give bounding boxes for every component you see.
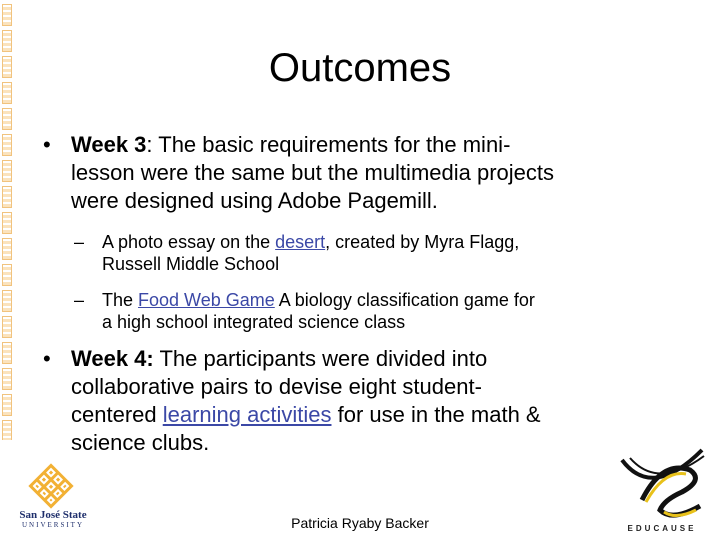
bullet-week-3 (43, 131, 691, 215)
food-web-game-link[interactable]: Food Web Game (138, 290, 275, 310)
desert-link[interactable]: desert (275, 232, 326, 252)
bullet-lead: Week 4: (71, 346, 154, 371)
decorative-tile (2, 342, 12, 364)
bullet-line: were designed using Adobe Pagemill. (71, 188, 438, 213)
bullet-text: centered (71, 402, 163, 427)
sub-bullet-text: The (102, 290, 139, 310)
sub-bullet-text: A biology classification game for (274, 290, 535, 310)
bullet-line: lesson were the same but the multimedia projects (71, 160, 555, 185)
decorative-tile (2, 264, 12, 286)
decorative-tile (2, 420, 12, 440)
sub-bullet-line (102, 289, 702, 311)
educause-name: EDUCAUSE (627, 524, 697, 533)
footer-author: Patricia Ryaby Backer (291, 515, 429, 531)
sub-bullet-line (102, 231, 702, 253)
bullet-dot: • (43, 132, 51, 157)
bullet-lead: Week 3 (71, 132, 147, 157)
sub-bullet-dash: – (74, 232, 85, 252)
sub-bullet-food-web (74, 289, 702, 333)
sub-bullet-dash: – (74, 290, 85, 310)
learning-activities-link[interactable]: learning activities (162, 402, 332, 427)
decorative-tile (2, 368, 12, 390)
decorative-tile (2, 134, 12, 156)
sub-bullet-line: a high school integrated science class (102, 312, 406, 332)
sjsu-emblem-icon (8, 462, 94, 510)
decorative-tile (2, 212, 12, 234)
sjsu-name: San José State (19, 509, 87, 521)
sub-bullet-line: Russell Middle School (102, 254, 280, 274)
bullet-line: collaborative pairs to devise eight student- (71, 374, 482, 399)
bullet-line (71, 345, 691, 373)
decorative-tile (2, 160, 12, 182)
bullet-line: science clubs. (71, 430, 210, 455)
bullet-line (71, 131, 691, 159)
bullet-text: The participants were divided into (153, 346, 488, 371)
sub-bullet-desert (74, 231, 702, 275)
decorative-tile (2, 186, 12, 208)
bullet-text: for use in the math & (331, 402, 541, 427)
bullet-text: : The basic requirements for the mini- (146, 132, 511, 157)
decorative-tile (2, 316, 12, 338)
sjsu-sub: UNIVERSITY (22, 521, 84, 529)
decorative-tile (2, 290, 12, 312)
decorative-tile (2, 108, 12, 130)
decorative-tile (2, 238, 12, 260)
sub-bullet-text: , created by Myra Flagg, (325, 232, 520, 252)
sub-bullet-text: A photo essay on the (102, 232, 276, 252)
bullet-line (71, 401, 691, 429)
bullet-week-4 (43, 345, 691, 457)
slide-title: Outcomes (268, 46, 452, 90)
bullet-dot: • (43, 346, 51, 371)
decorative-tile (2, 4, 12, 26)
decorative-tile (2, 394, 12, 416)
